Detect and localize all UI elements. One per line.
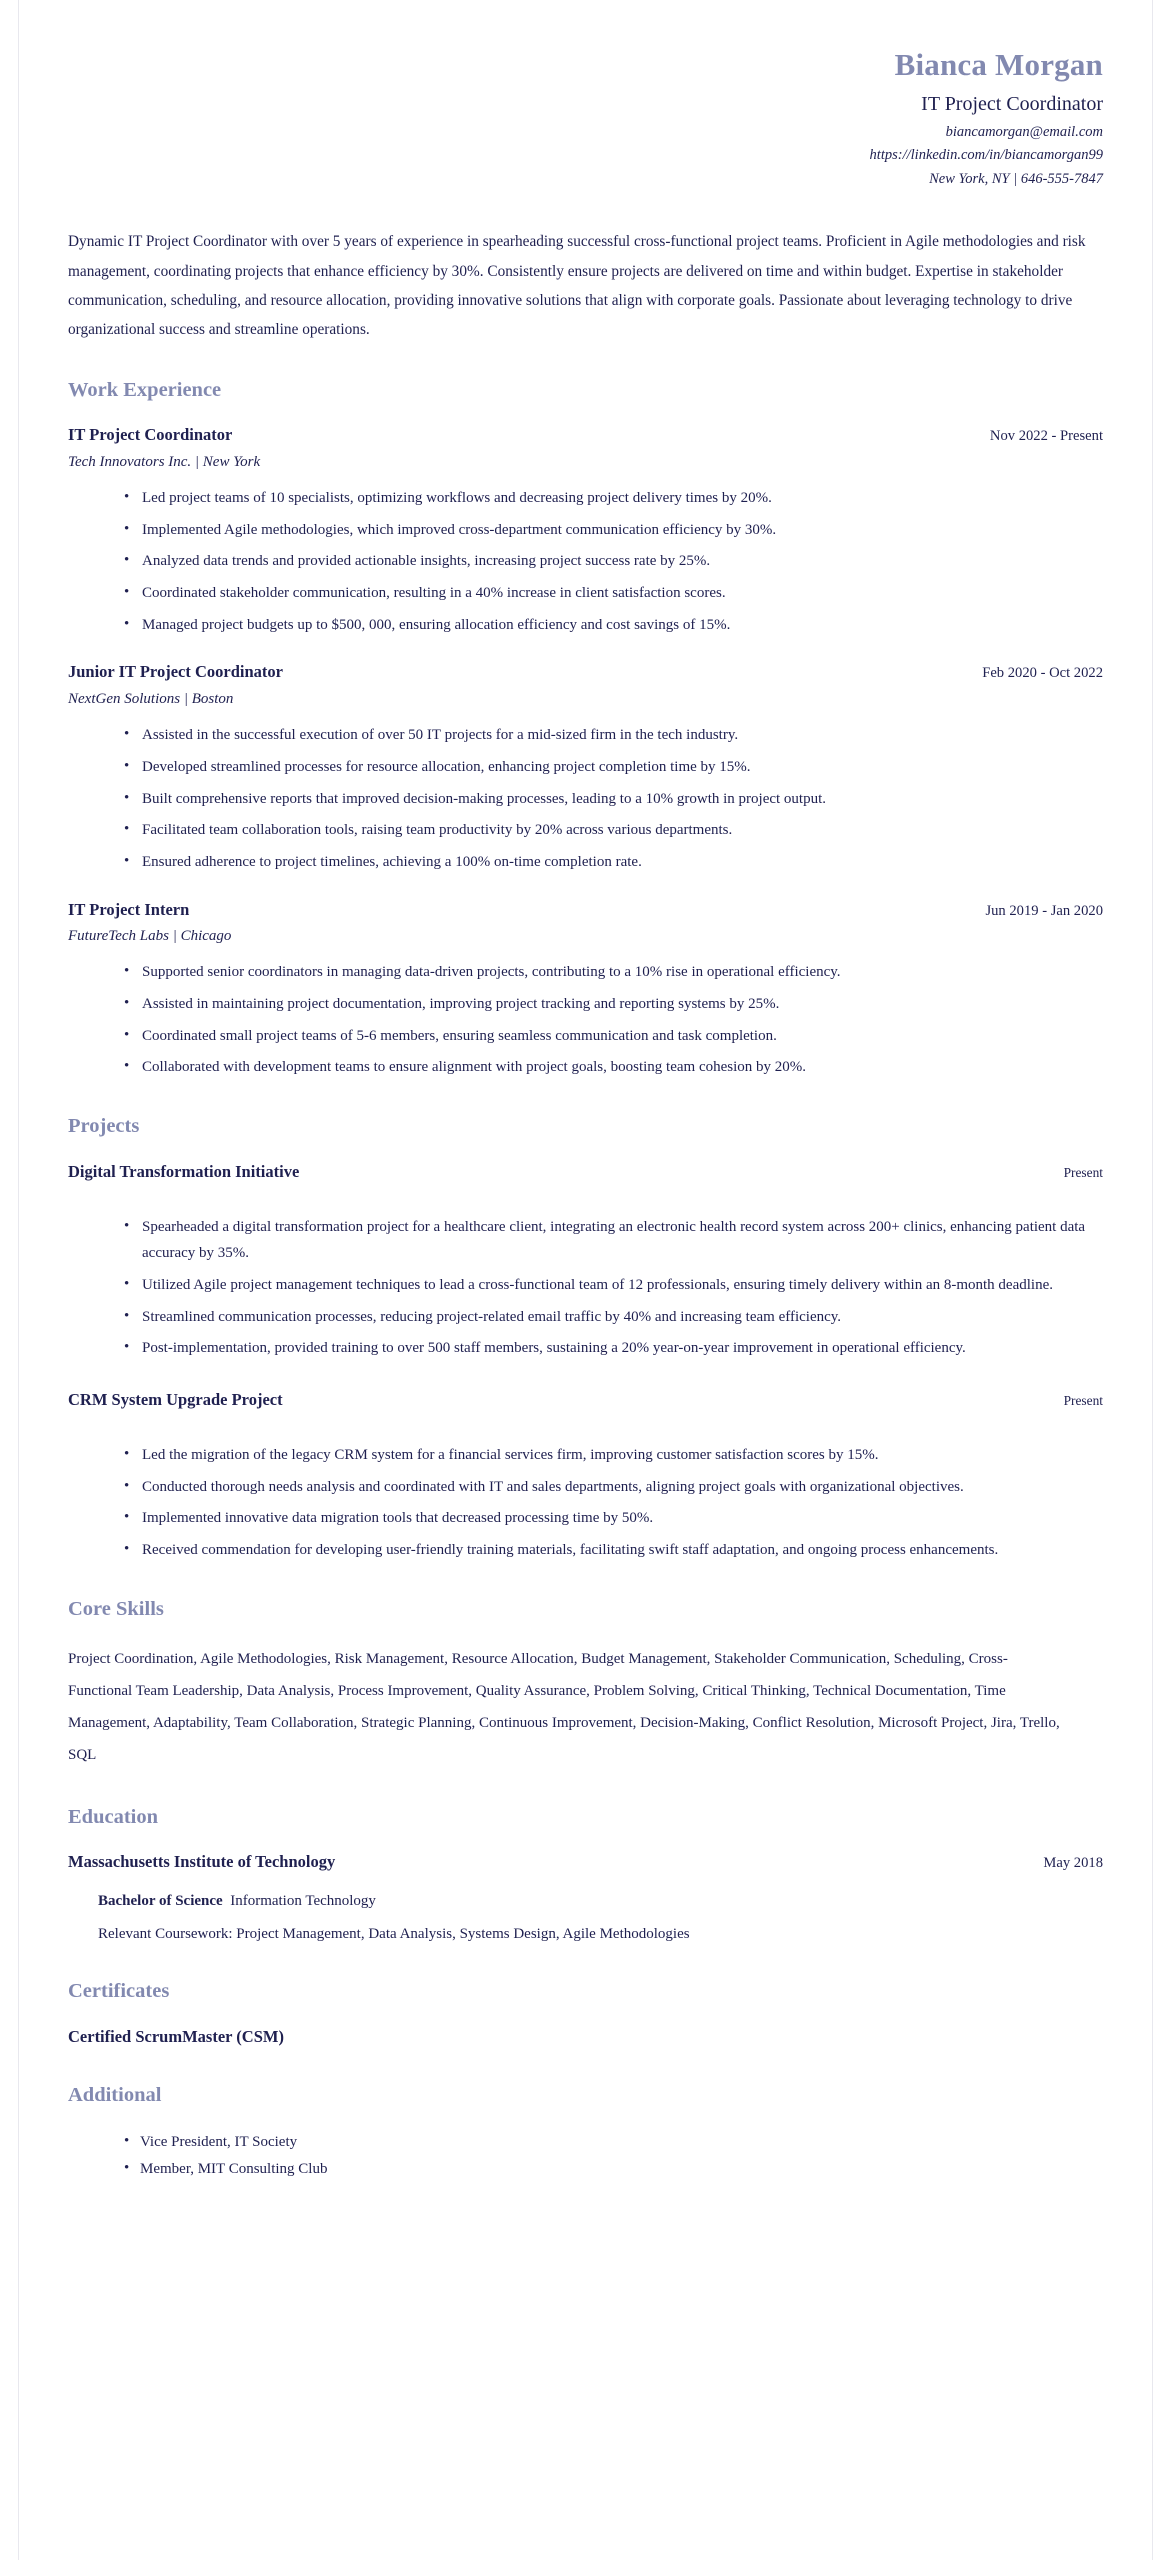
bullet-item: • Managed project budgets up to $500, 000, ensuring allocation efficiency and cost savings of 15%.	[140, 612, 1103, 639]
bullet-item: • Led the migration of the legacy CRM system for a financial services firm, improving customer satisfaction scores by 15%.	[140, 1442, 1103, 1469]
bullet-item: • Coordinated small project teams of 5-6 members, ensuring seamless communication and task completion.	[140, 1023, 1103, 1050]
project-entry	[68, 1388, 1103, 1564]
bullet-item: • Received commendation for developing user-friendly training materials, facilitating swift staff adaptation, and ongoing process enhancements.	[140, 1537, 1103, 1564]
candidate-name: Bianca Morgan	[894, 47, 1103, 82]
bullet-item: • Post-implementation, provided training to over 500 staff members, sustaining a 20% year-on-year improvement in operational efficiency.	[140, 1335, 1103, 1362]
project-entry-date: Present	[1063, 1393, 1103, 1409]
bullet-item: • Led project teams of 10 specialists, optimizing workflows and decreasing project delivery times by 20%.	[140, 485, 1103, 512]
education-coursework: Relevant Coursework: Project Management, Data Analysis, Systems Design, Agile Methodologies	[98, 1926, 690, 1943]
work-entry	[68, 423, 1103, 638]
section-title-certificates: Certificates	[68, 1980, 170, 2003]
project-entry-date: Present	[1063, 1164, 1103, 1180]
work-entry	[68, 898, 1103, 1081]
additional-list	[68, 2129, 1103, 2184]
list-item: • Vice President, IT Society	[140, 2129, 1103, 2156]
work-entry-title: IT Project Intern	[68, 899, 190, 919]
section-title-additional: Additional	[68, 2083, 162, 2106]
section-title-education: Education	[68, 1805, 158, 1828]
section-title-projects: Projects	[68, 1114, 140, 1137]
core-skills-list: Project Coordination, Agile Methodologies, Risk Management, Resource Allocation, Budget Management, Stakeholder Communication, Scheduling, Cross-Functional Team Leadership, Data Analysis, Process Improvement, Quality Assurance, Problem Solving, Critical Thinking, Technical Documentation, Time Management, Adaptability, Team Collaboration, Strategic Planning, Continuous Improvement, Decision-Making, Conflict Resolution, Microsoft Project, Jira, Trello, SQL	[68, 1650, 1060, 1764]
bullet-item: • Developed streamlined processes for resource allocation, enhancing project completion time by 15%.	[140, 754, 1103, 781]
work-entry-head	[68, 660, 1103, 684]
bullet-item: • Ensured adherence to project timelines, achieving a 100% on-time completion rate.	[140, 849, 1103, 876]
bullet-item: • Implemented innovative data migration tools that decreased processing time by 50%.	[140, 1505, 1103, 1532]
list-item: • Member, MIT Consulting Club	[140, 2156, 1103, 2183]
page-left-rule	[18, 0, 19, 2560]
project-entry	[68, 1160, 1103, 1362]
bullet-item: • Conducted thorough needs analysis and coordinated with IT and sales departments, aligning project goals with organizational objectives.	[140, 1474, 1103, 1501]
bullet-item: • Analyzed data trends and provided actionable insights, increasing project success rate by 25%.	[140, 548, 1103, 575]
professional-summary: Dynamic IT Project Coordinator with over 5 years of experience in spearheading successful cross-functional project teams. Proficient in Agile methodologies and risk management, coordinating projects that enhance efficiency by 30%. Consistently ensure projects are delivered on time and within budget. Expertise in stakeholder communication, scheduling, and resource allocation, providing innovative solutions that align with corporate goals. Passionate about leveraging technology to drive organizational success and streamline operations.	[68, 233, 1086, 339]
section-core-skills	[68, 1594, 1103, 1772]
work-entry-head	[68, 898, 1103, 922]
candidate-job-title: IT Project Coordinator	[921, 92, 1103, 115]
section-education	[68, 1802, 1103, 1947]
project-entry-title: CRM System Upgrade Project	[68, 1390, 283, 1410]
section-title-work-experience: Work Experience	[68, 378, 222, 401]
section-projects	[68, 1111, 1103, 1564]
project-entry-bullets	[68, 1442, 1103, 1564]
work-entry-head	[68, 423, 1103, 447]
bullet-item: • Supported senior coordinators in managing data-driven projects, contributing to a 10% rise in operational efficiency.	[140, 959, 1103, 986]
education-degree-name: Bachelor of Science	[98, 1893, 223, 1910]
work-entry-company: Tech Innovators Inc. | New York	[68, 453, 261, 470]
resume-header	[68, 36, 1103, 191]
project-entry-bullets	[68, 1214, 1103, 1362]
section-additional	[68, 2080, 1103, 2183]
contact-linkedin[interactable]: https://linkedin.com/in/biancamorgan99	[869, 147, 1103, 164]
page-right-rule	[1152, 0, 1153, 2560]
education-degree-field: Information Technology	[230, 1893, 376, 1910]
bullet-item: • Assisted in maintaining project documentation, improving project tracking and reporting systems by 25%.	[140, 991, 1103, 1018]
bullet-item: • Coordinated stakeholder communication, resulting in a 40% increase in client satisfaction scores.	[140, 580, 1103, 607]
bullet-item: • Collaborated with development teams to ensure alignment with project goals, boosting team cohesion by 20%.	[140, 1054, 1103, 1081]
work-entry-title: Junior IT Project Coordinator	[68, 662, 283, 682]
education-school: Massachusetts Institute of Technology	[68, 1852, 336, 1872]
work-entry-company: FutureTech Labs | Chicago	[68, 927, 232, 944]
contact-email[interactable]: biancamorgan@email.com	[945, 123, 1103, 140]
project-entry-head	[68, 1388, 1103, 1412]
section-title-core-skills: Core Skills	[68, 1597, 164, 1620]
work-entry-date: Nov 2022 - Present	[989, 428, 1103, 445]
bullet-item: • Utilized Agile project management techniques to lead a cross-functional team of 12 professionals, ensuring timely delivery within an 8-month deadline.	[140, 1272, 1103, 1299]
project-entry-title: Digital Transformation Initiative	[68, 1161, 300, 1181]
work-entry-bullets	[68, 485, 1103, 638]
work-entry-company: NextGen Solutions | Boston	[68, 690, 234, 707]
bullet-item: • Streamlined communication processes, reducing project-related email traffic by 40% and increasing team efficiency.	[140, 1304, 1103, 1331]
education-entry-head	[68, 1850, 1103, 1874]
bullet-item: • Built comprehensive reports that improved decision-making processes, leading to a 10% growth in project output.	[140, 786, 1103, 813]
work-entry-date: Feb 2020 - Oct 2022	[982, 665, 1103, 682]
work-entry-bullets	[68, 959, 1103, 1081]
work-entry-date: Jun 2019 - Jan 2020	[985, 902, 1103, 919]
bullet-item: • Spearheaded a digital transformation project for a healthcare client, integrating an electronic health record system across 200+ clinics, enhancing patient data accuracy by 35%.	[140, 1214, 1103, 1267]
certificate-name: Certified ScrumMaster (CSM)	[68, 2027, 284, 2047]
bullet-item: • Assisted in the successful execution of over 50 IT projects for a mid-sized firm in the tech industry.	[140, 722, 1103, 749]
bullet-item: • Implemented Agile methodologies, which improved cross-department communication efficiency by 30%.	[140, 517, 1103, 544]
work-entry	[68, 660, 1103, 875]
contact-location-phone: New York, NY | 646-555-7847	[929, 170, 1103, 187]
project-entry-head	[68, 1160, 1103, 1184]
work-entry-bullets	[68, 722, 1103, 875]
section-certificates	[68, 1976, 1103, 2050]
bullet-item: • Facilitated team collaboration tools, raising team productivity by 20% across various departments.	[140, 817, 1103, 844]
work-entry-title: IT Project Coordinator	[68, 425, 233, 445]
education-degree-line	[68, 1889, 1103, 1913]
education-entry	[68, 1850, 1103, 1946]
section-work-experience	[68, 375, 1103, 1081]
education-date: May 2018	[1043, 1855, 1103, 1872]
